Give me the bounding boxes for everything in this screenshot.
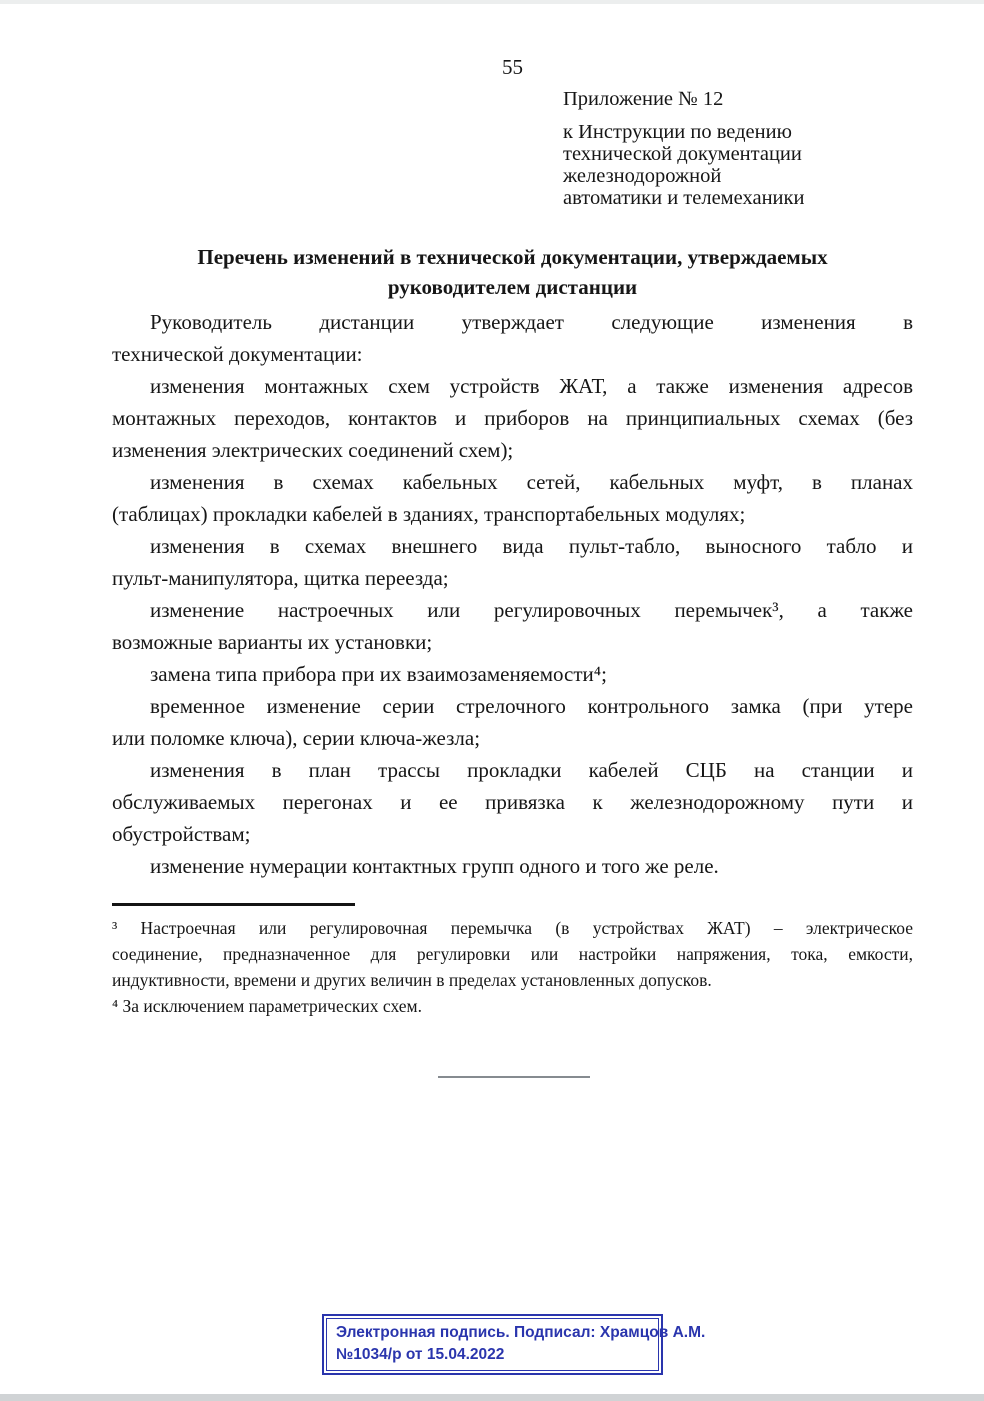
page-number: 55 — [502, 55, 523, 79]
body-paragraph — [112, 850, 913, 882]
paragraph-line: монтажных переходов, контактов и приборов на принципиальных схемах (без — [112, 406, 913, 430]
paragraph-line: изменения в план трассы прокладки кабелей СЦБ на станции и — [150, 758, 913, 782]
paragraph-line: изменения электрических соединений схем); — [112, 438, 514, 462]
electronic-signature-stamp — [322, 1314, 706, 1375]
paragraph-line: изменения монтажных схем устройств ЖАТ, а также изменения адресов — [150, 374, 913, 398]
page-top-edge — [0, 0, 984, 4]
paragraph-line: технической документации: — [112, 342, 363, 366]
footnote — [112, 915, 913, 993]
body-paragraph — [112, 594, 913, 658]
blank-signature-line — [438, 1076, 590, 1078]
paragraph-line: изменение нумерации контактных групп одного и того же реле. — [150, 854, 719, 878]
body-paragraph — [112, 690, 913, 754]
appendix-line: технической документации — [563, 143, 802, 165]
appendix-block — [563, 88, 804, 209]
appendix-label: Приложение № 12 — [563, 88, 724, 110]
footnote — [112, 993, 913, 1019]
appendix-line: к Инструкции по ведению — [563, 121, 792, 143]
footnote-line: соединение, предназначенное для регулировки или настройки напряжения, тока, емкости, — [112, 944, 913, 964]
paragraph-line: (таблицах) прокладки кабелей в зданиях, транспортабельных модулях; — [112, 502, 746, 526]
body-paragraph — [112, 530, 913, 594]
paragraph-line: возможные варианты их установки; — [112, 630, 433, 654]
footnote-separator-rule — [112, 903, 355, 906]
document-title-line: руководителем дистанции — [387, 275, 638, 299]
document-title-line: Перечень изменений в технической документации, утверждаемых — [197, 245, 828, 269]
footnote-line: ³ Настроечная или регулировочная перемычка (в устройствах ЖАТ) – электрическое — [112, 918, 913, 938]
body-paragraph — [112, 370, 913, 466]
paragraph-line: замена типа прибора при их взаимозаменяемости⁴; — [150, 662, 607, 686]
paragraph-line: временное изменение серии стрелочного контрольного замка (при утере — [150, 694, 913, 718]
appendix-line: железнодорожной — [563, 165, 722, 187]
paragraph-line: изменения в схемах внешнего вида пульт-табло, выносного табло и — [150, 534, 913, 558]
body-paragraph — [112, 466, 913, 530]
footnote-line: ⁴ За исключением параметрических схем. — [112, 996, 422, 1016]
paragraph-line: изменения в схемах кабельных сетей, кабельных муфт, в планах — [150, 470, 913, 494]
paragraph-line: Руководитель дистанции утверждает следующие изменения в — [150, 310, 913, 334]
appendix-line: автоматики и телемеханики — [563, 187, 805, 209]
stamp-signer-line: Электронная подпись. Подписал: Храмцов А.М. — [336, 1324, 706, 1341]
footnotes-block — [112, 915, 913, 1019]
page-bottom-edge — [0, 1394, 984, 1401]
document-title — [112, 242, 913, 302]
body-paragraph — [112, 658, 913, 690]
paragraph-line: пульт-манипулятора, щитка переезда; — [112, 566, 449, 590]
paragraph-line: обустройствам; — [112, 822, 251, 846]
electronic-signature-stamp-inner — [326, 1318, 706, 1371]
stamp-number-date-line: №1034/р от 15.04.2022 — [336, 1346, 505, 1363]
paragraph-line: обслуживаемых перегонах и ее привязка к железнодорожному пути и — [112, 790, 913, 814]
footnote-line: индуктивности, времени и других величин в пределах установленных допусков. — [112, 970, 712, 990]
paragraph-line: изменение настроечных или регулировочных перемычек³, а также — [150, 598, 913, 622]
paragraph-line: или поломке ключа), серии ключа-жезла; — [112, 726, 481, 750]
body-paragraph — [112, 306, 913, 370]
body-paragraph — [112, 754, 913, 850]
body-text — [112, 306, 913, 882]
